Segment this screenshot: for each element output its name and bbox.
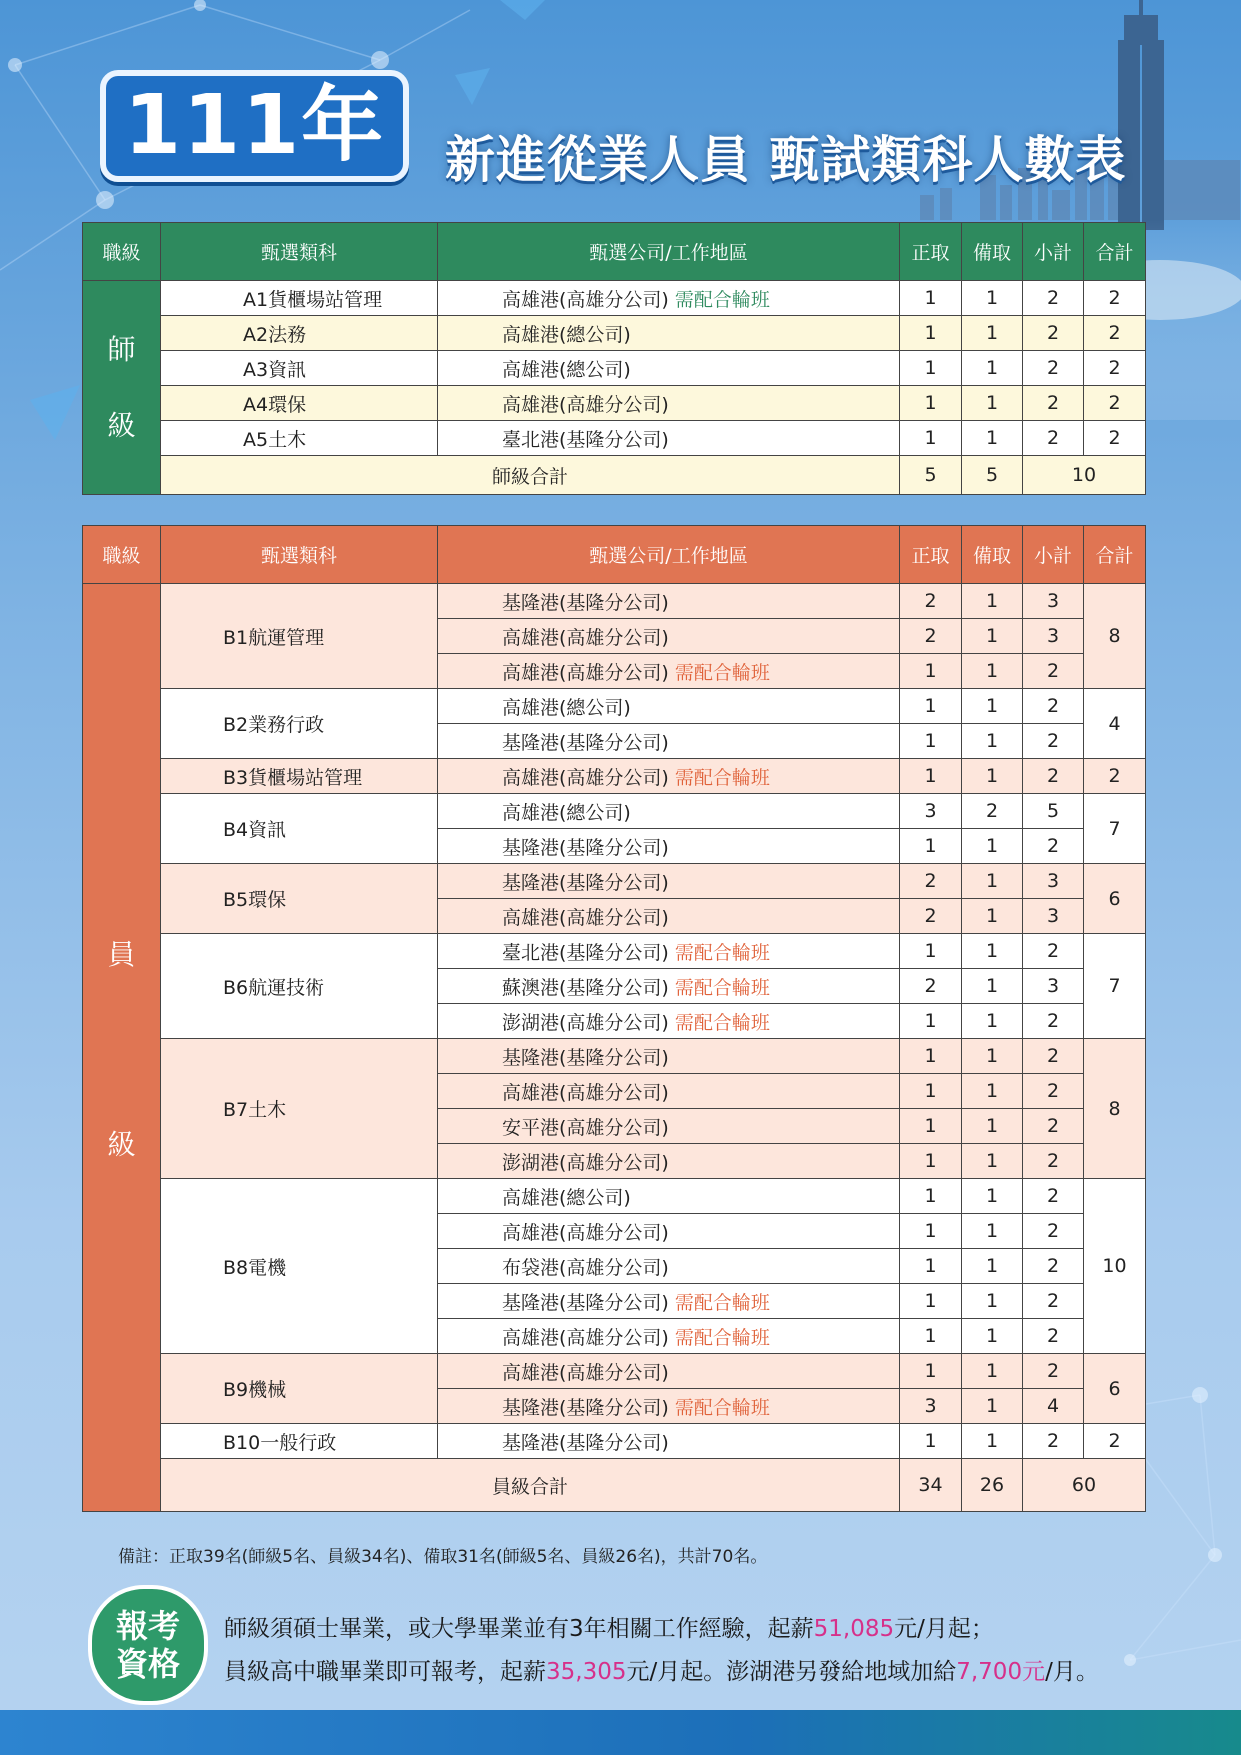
admit-count: 3 <box>900 794 962 829</box>
subtotal-count: 2 <box>1023 1144 1084 1179</box>
summary-reserve: 26 <box>962 1459 1023 1512</box>
table-row <box>83 281 1146 316</box>
location-text: 澎湖港(高雄分公司) <box>502 1151 669 1174</box>
reserve-count: 1 <box>962 864 1023 899</box>
bonus-highlight: 7,700元 <box>956 1659 1046 1685</box>
admit-count: 1 <box>900 1354 962 1389</box>
rank-cell <box>83 584 161 1512</box>
table-row <box>83 1179 1146 1214</box>
table-row <box>83 689 1146 724</box>
column-header: 小計 <box>1023 223 1084 281</box>
admit-count: 2 <box>900 899 962 934</box>
category-cell: B9機械 <box>161 1354 438 1424</box>
location-cell <box>438 864 900 899</box>
location-text: 安平港(高雄分公司) <box>502 1116 669 1139</box>
subtotal-count: 2 <box>1023 1179 1084 1214</box>
total-count: 2 <box>1084 351 1146 386</box>
column-header: 合計 <box>1084 526 1146 584</box>
admit-count: 2 <box>900 619 962 654</box>
staff-level-table <box>82 525 1146 1512</box>
location-cell <box>438 421 900 456</box>
subtotal-count: 2 <box>1023 654 1084 689</box>
rank-char: 員 <box>107 937 136 971</box>
shift-note: 需配合輪班 <box>674 1011 770 1034</box>
total-count: 2 <box>1084 316 1146 351</box>
reserve-count: 1 <box>962 1214 1023 1249</box>
location-cell <box>438 759 900 794</box>
table-row <box>83 1424 1146 1459</box>
category-cell: B4資訊 <box>161 794 438 864</box>
location-cell <box>438 619 900 654</box>
table-row <box>83 386 1146 421</box>
admit-count: 1 <box>900 759 962 794</box>
location-text: 高雄港(高雄分公司) <box>502 1326 669 1349</box>
subtotal-count: 3 <box>1023 864 1084 899</box>
rank-char: 級 <box>107 1127 136 1161</box>
admit-count: 1 <box>900 351 962 386</box>
category-cell: A5土木 <box>161 421 438 456</box>
location-cell <box>438 1109 900 1144</box>
category-cell: A2法務 <box>161 316 438 351</box>
location-text: 蘇澳港(基隆分公司) <box>502 976 669 999</box>
total-count: 10 <box>1084 1179 1146 1354</box>
total-count: 4 <box>1084 689 1146 759</box>
location-text: 基隆港(基隆分公司) <box>502 836 669 859</box>
column-header: 職級 <box>83 223 161 281</box>
category-cell: B7土木 <box>161 1039 438 1179</box>
admit-count: 1 <box>900 724 962 759</box>
reserve-count: 1 <box>962 1074 1023 1109</box>
admit-count: 1 <box>900 1284 962 1319</box>
reserve-count: 1 <box>962 1319 1023 1354</box>
requirement-line-teacher <box>224 1608 1099 1651</box>
reserve-count: 1 <box>962 724 1023 759</box>
table-row <box>83 351 1146 386</box>
subtotal-count: 2 <box>1023 829 1084 864</box>
total-count: 8 <box>1084 584 1146 689</box>
category-cell: B8電機 <box>161 1179 438 1354</box>
admit-count: 1 <box>900 934 962 969</box>
teacher-level-table <box>82 222 1146 495</box>
shift-note: 需配合輪班 <box>674 661 770 684</box>
category-cell: A3資訊 <box>161 351 438 386</box>
location-cell <box>438 1074 900 1109</box>
category-cell: A1貨櫃場站管理 <box>161 281 438 316</box>
admit-count: 1 <box>900 1039 962 1074</box>
location-cell <box>438 1179 900 1214</box>
category-cell: B6航運技術 <box>161 934 438 1039</box>
page-title: 新進從業人員 甄試類科人數表 <box>445 131 1127 189</box>
summary-admit: 5 <box>900 456 962 495</box>
table-row <box>83 864 1146 899</box>
rank-cell <box>83 281 161 495</box>
location-cell <box>438 654 900 689</box>
location-cell <box>438 1249 900 1284</box>
reserve-count: 1 <box>962 421 1023 456</box>
total-count: 2 <box>1084 759 1146 794</box>
table-row <box>83 934 1146 969</box>
category-cell: B2業務行政 <box>161 689 438 759</box>
admit-count: 1 <box>900 386 962 421</box>
table-row <box>83 1354 1146 1389</box>
reserve-count: 1 <box>962 1284 1023 1319</box>
subtotal-count: 2 <box>1023 934 1084 969</box>
req-text: 師級須碩士畢業，或大學畢業並有3年相關工作經驗，起薪 <box>224 1616 814 1642</box>
admit-count: 1 <box>900 1179 962 1214</box>
category-cell: B3貨櫃場站管理 <box>161 759 438 794</box>
total-count: 6 <box>1084 1354 1146 1424</box>
reserve-count: 1 <box>962 584 1023 619</box>
total-count: 2 <box>1084 386 1146 421</box>
reserve-count: 1 <box>962 1144 1023 1179</box>
location-cell <box>438 386 900 421</box>
subtotal-count: 2 <box>1023 1109 1084 1144</box>
total-count: 6 <box>1084 864 1146 934</box>
reserve-count: 1 <box>962 1354 1023 1389</box>
location-text: 高雄港(高雄分公司) <box>502 1361 669 1384</box>
admit-count: 1 <box>900 689 962 724</box>
subtotal-count: 2 <box>1023 386 1084 421</box>
table-row <box>83 316 1146 351</box>
reserve-count: 1 <box>962 281 1023 316</box>
location-text: 基隆港(基隆分公司) <box>502 1431 669 1454</box>
total-count: 7 <box>1084 934 1146 1039</box>
reserve-count: 1 <box>962 386 1023 421</box>
column-header: 正取 <box>900 223 962 281</box>
req-text: 元/月起。澎湖港另發給地域加給 <box>626 1659 957 1685</box>
admit-count: 1 <box>900 1424 962 1459</box>
subtotal-count: 2 <box>1023 689 1084 724</box>
reserve-count: 1 <box>962 316 1023 351</box>
location-cell <box>438 1004 900 1039</box>
bottom-bar <box>0 1710 1241 1755</box>
subtotal-count: 2 <box>1023 1074 1084 1109</box>
shift-note: 需配合輪班 <box>674 1291 770 1314</box>
location-cell <box>438 1424 900 1459</box>
location-text: 高雄港(總公司) <box>502 358 631 381</box>
year-badge <box>100 70 409 182</box>
subtotal-count: 2 <box>1023 1319 1084 1354</box>
summary-label: 師級合計 <box>161 456 900 495</box>
location-cell <box>438 969 900 1004</box>
column-header: 正取 <box>900 526 962 584</box>
location-text: 基隆港(基隆分公司) <box>502 731 669 754</box>
reserve-count: 1 <box>962 351 1023 386</box>
subtotal-count: 2 <box>1023 351 1084 386</box>
total-count: 2 <box>1084 281 1146 316</box>
summary-admit: 34 <box>900 1459 962 1512</box>
location-cell <box>438 724 900 759</box>
footnote: 備註：正取39名(師級5名、員級34名)、備取31名(師級5名、員級26名)，共計70名。 <box>118 1547 768 1567</box>
admit-count: 1 <box>900 1004 962 1039</box>
column-header: 甄選公司/工作地區 <box>438 526 900 584</box>
reserve-count: 1 <box>962 899 1023 934</box>
location-cell <box>438 794 900 829</box>
req-text: /月。 <box>1045 1659 1099 1685</box>
table-row <box>83 421 1146 456</box>
reserve-count: 1 <box>962 1249 1023 1284</box>
table-row <box>83 794 1146 829</box>
subtotal-count: 5 <box>1023 794 1084 829</box>
location-text: 高雄港(總公司) <box>502 1186 631 1209</box>
location-cell <box>438 281 900 316</box>
admit-count: 1 <box>900 1109 962 1144</box>
admit-count: 2 <box>900 864 962 899</box>
location-cell <box>438 316 900 351</box>
salary-highlight: 51,085 <box>813 1616 895 1642</box>
shift-note: 需配合輪班 <box>674 976 770 999</box>
category-cell: B1航運管理 <box>161 584 438 689</box>
location-cell <box>438 1319 900 1354</box>
table-row <box>83 759 1146 794</box>
reserve-count: 1 <box>962 619 1023 654</box>
reserve-count: 1 <box>962 689 1023 724</box>
year-text: 111年 <box>124 78 386 173</box>
table-header-row <box>83 223 1146 281</box>
reserve-count: 1 <box>962 934 1023 969</box>
summary-reserve: 5 <box>962 456 1023 495</box>
requirement-line-staff <box>224 1651 1099 1694</box>
summary-label: 員級合計 <box>161 1459 900 1512</box>
location-cell <box>438 1284 900 1319</box>
reserve-count: 1 <box>962 969 1023 1004</box>
location-cell <box>438 829 900 864</box>
shift-note: 需配合輪班 <box>674 766 770 789</box>
admit-count: 2 <box>900 584 962 619</box>
reserve-count: 1 <box>962 1039 1023 1074</box>
reserve-count: 2 <box>962 794 1023 829</box>
location-text: 基隆港(基隆分公司) <box>502 1291 669 1314</box>
subtotal-count: 2 <box>1023 759 1084 794</box>
subtotal-count: 3 <box>1023 619 1084 654</box>
total-count: 2 <box>1084 1424 1146 1459</box>
admit-count: 3 <box>900 1389 962 1424</box>
badge-line: 報考 <box>115 1607 180 1645</box>
subtotal-count: 4 <box>1023 1389 1084 1424</box>
location-text: 臺北港(基隆分公司) <box>502 941 669 964</box>
column-header: 小計 <box>1023 526 1084 584</box>
subtotal-count: 2 <box>1023 316 1084 351</box>
admit-count: 1 <box>900 316 962 351</box>
shift-note: 需配合輪班 <box>674 1326 770 1349</box>
location-text: 高雄港(高雄分公司) <box>502 766 669 789</box>
admit-count: 1 <box>900 654 962 689</box>
requirements-text <box>224 1608 1099 1694</box>
reserve-count: 1 <box>962 1389 1023 1424</box>
column-header: 備取 <box>962 223 1023 281</box>
rank-char: 級 <box>107 408 136 442</box>
location-cell <box>438 1389 900 1424</box>
admit-count: 1 <box>900 1249 962 1284</box>
column-header: 甄選類科 <box>161 526 438 584</box>
location-text: 高雄港(總公司) <box>502 696 631 719</box>
admit-count: 1 <box>900 1214 962 1249</box>
column-header: 甄選公司/工作地區 <box>438 223 900 281</box>
column-header: 備取 <box>962 526 1023 584</box>
location-cell <box>438 934 900 969</box>
reserve-count: 1 <box>962 829 1023 864</box>
category-cell: B10一般行政 <box>161 1424 438 1459</box>
column-header: 職級 <box>83 526 161 584</box>
subtotal-count: 2 <box>1023 1424 1084 1459</box>
admit-count: 1 <box>900 1074 962 1109</box>
location-cell <box>438 1354 900 1389</box>
summary-sum: 60 <box>1023 1459 1146 1512</box>
subtotal-count: 3 <box>1023 969 1084 1004</box>
rank-char: 師 <box>107 332 136 366</box>
location-text: 基隆港(基隆分公司) <box>502 1396 669 1419</box>
location-cell <box>438 689 900 724</box>
badge-line: 資格 <box>115 1645 180 1683</box>
subtotal-count: 2 <box>1023 724 1084 759</box>
location-text: 臺北港(基隆分公司) <box>502 428 669 451</box>
req-text: 員級高中職畢業即可報考，起薪 <box>224 1659 546 1685</box>
category-cell: A4環保 <box>161 386 438 421</box>
location-cell <box>438 351 900 386</box>
column-header: 合計 <box>1084 223 1146 281</box>
reserve-count: 1 <box>962 1004 1023 1039</box>
location-text: 高雄港(高雄分公司) <box>502 393 669 416</box>
subtotal-count: 3 <box>1023 584 1084 619</box>
admit-count: 1 <box>900 281 962 316</box>
table-header-row <box>83 526 1146 584</box>
req-text: 元/月起； <box>894 1616 994 1642</box>
subtotal-count: 2 <box>1023 1214 1084 1249</box>
table-row <box>83 584 1146 619</box>
reserve-count: 1 <box>962 1424 1023 1459</box>
subtotal-count: 2 <box>1023 1039 1084 1074</box>
location-text: 高雄港(高雄分公司) <box>502 1221 669 1244</box>
admit-count: 1 <box>900 1319 962 1354</box>
location-text: 基隆港(基隆分公司) <box>502 591 669 614</box>
location-text: 澎湖港(高雄分公司) <box>502 1011 669 1034</box>
total-count: 2 <box>1084 421 1146 456</box>
location-text: 高雄港(總公司) <box>502 323 631 346</box>
location-text: 基隆港(基隆分公司) <box>502 1046 669 1069</box>
page-header <box>100 70 1140 190</box>
summary-row <box>83 456 1146 495</box>
summary-sum: 10 <box>1023 456 1146 495</box>
reserve-count: 1 <box>962 759 1023 794</box>
reserve-count: 1 <box>962 1109 1023 1144</box>
location-cell <box>438 584 900 619</box>
table-row <box>83 1039 1146 1074</box>
subtotal-count: 2 <box>1023 421 1084 456</box>
shift-note: 需配合輪班 <box>674 288 770 311</box>
location-cell <box>438 1039 900 1074</box>
shift-note: 需配合輪班 <box>674 941 770 964</box>
admit-count: 1 <box>900 829 962 864</box>
subtotal-count: 3 <box>1023 899 1084 934</box>
shift-note: 需配合輪班 <box>674 1396 770 1419</box>
reserve-count: 1 <box>962 654 1023 689</box>
subtotal-count: 2 <box>1023 1354 1084 1389</box>
location-text: 基隆港(基隆分公司) <box>502 871 669 894</box>
subtotal-count: 2 <box>1023 1004 1084 1039</box>
category-cell: B5環保 <box>161 864 438 934</box>
requirements-badge <box>88 1585 208 1705</box>
reserve-count: 1 <box>962 1179 1023 1214</box>
column-header: 甄選類科 <box>161 223 438 281</box>
location-text: 高雄港(高雄分公司) <box>502 906 669 929</box>
location-text: 高雄港(高雄分公司) <box>502 1081 669 1104</box>
salary-highlight: 35,305 <box>546 1659 627 1685</box>
location-text: 高雄港(高雄分公司) <box>502 661 669 684</box>
location-text: 高雄港(高雄分公司) <box>502 288 669 311</box>
admit-count: 2 <box>900 969 962 1004</box>
total-count: 8 <box>1084 1039 1146 1179</box>
location-cell <box>438 899 900 934</box>
total-count: 7 <box>1084 794 1146 864</box>
admit-count: 1 <box>900 1144 962 1179</box>
admit-count: 1 <box>900 421 962 456</box>
subtotal-count: 2 <box>1023 1249 1084 1284</box>
location-cell <box>438 1144 900 1179</box>
subtotal-count: 2 <box>1023 1284 1084 1319</box>
location-text: 布袋港(高雄分公司) <box>502 1256 669 1279</box>
location-text: 高雄港(總公司) <box>502 801 631 824</box>
subtotal-count: 2 <box>1023 281 1084 316</box>
location-cell <box>438 1214 900 1249</box>
location-text: 高雄港(高雄分公司) <box>502 626 669 649</box>
summary-row <box>83 1459 1146 1512</box>
